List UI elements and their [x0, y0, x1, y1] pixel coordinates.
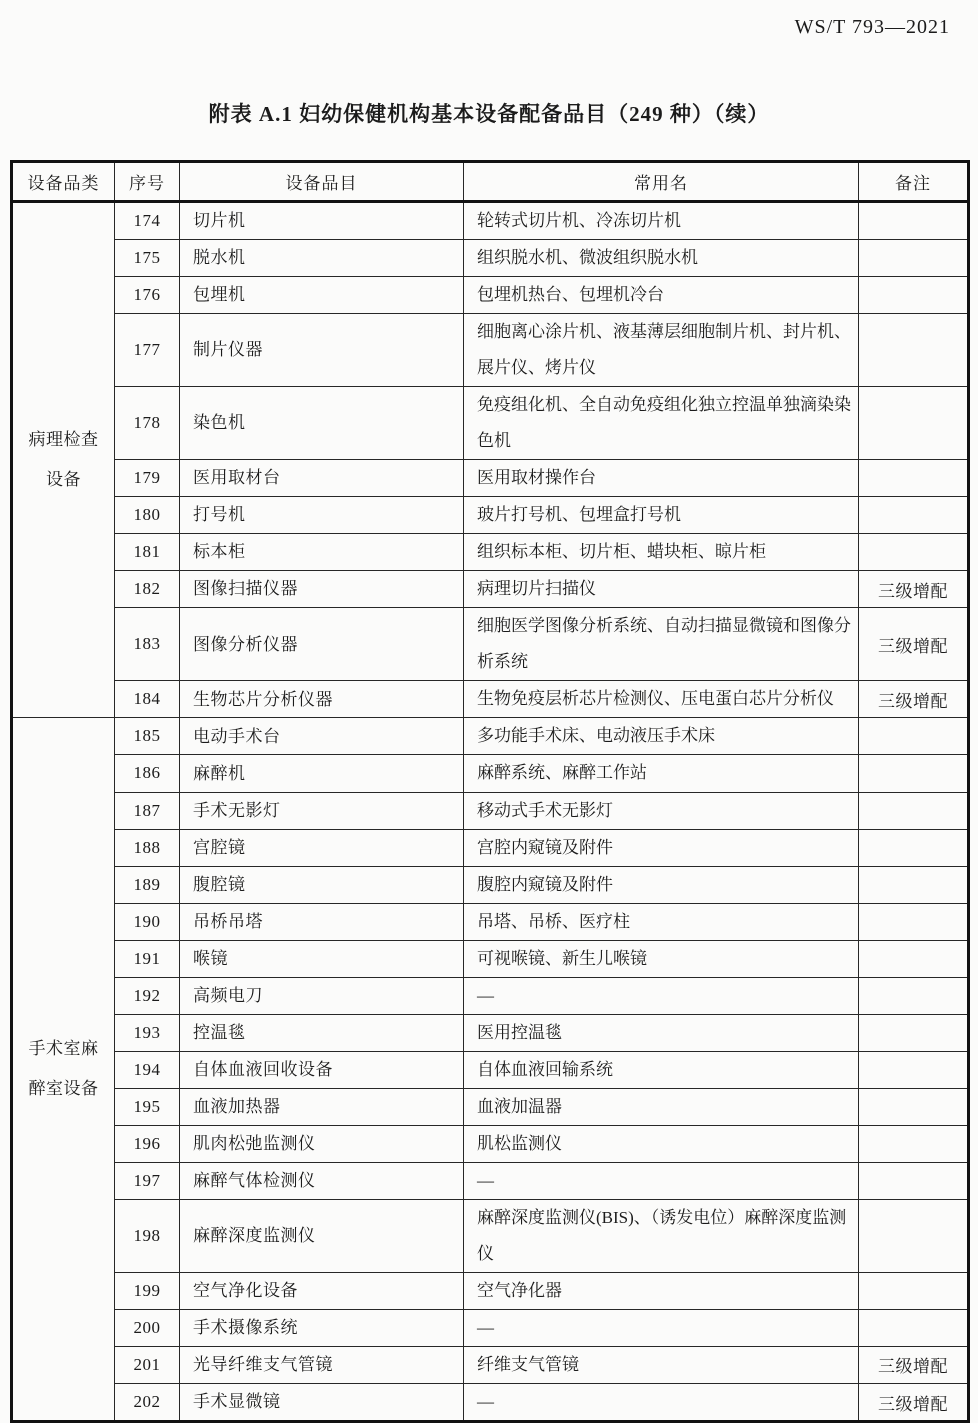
row-number-cell: 189: [115, 866, 180, 903]
item-cell: 染色机: [180, 387, 464, 460]
remark-cell: [859, 1272, 969, 1309]
row-number-cell: 176: [115, 277, 180, 314]
common-name-cell: 病理切片扫描仪: [464, 571, 859, 608]
row-number-cell: 175: [115, 240, 180, 277]
item-cell: 打号机: [180, 497, 464, 534]
table-row: [12, 314, 969, 387]
table-row: [12, 460, 969, 497]
row-number-cell: 197: [115, 1162, 180, 1199]
table-row: [12, 202, 969, 240]
item-cell: 电动手术台: [180, 718, 464, 755]
item-cell: 图像扫描仪器: [180, 571, 464, 608]
category-label: 病理检查设备: [28, 430, 99, 490]
row-number-cell: 179: [115, 460, 180, 497]
item-cell: 光导纤维支气管镜: [180, 1346, 464, 1383]
remark-cell: [859, 866, 969, 903]
category-cell-operating-room: [12, 718, 115, 1422]
item-cell: 麻醉气体检测仪: [180, 1162, 464, 1199]
common-name-cell: 细胞医学图像分析系统、自动扫描显微镜和图像分析系统: [464, 608, 859, 681]
item-cell: 肌肉松弛监测仪: [180, 1125, 464, 1162]
item-cell: 图像分析仪器: [180, 608, 464, 681]
common-name-cell: 包埋机热台、包埋机冷台: [464, 277, 859, 314]
item-cell: 切片机: [180, 202, 464, 240]
col-header-no: 序号: [115, 162, 180, 202]
category-cell-pathology: [12, 202, 115, 718]
table-row: [12, 829, 969, 866]
common-name-cell: 组织脱水机、微波组织脱水机: [464, 240, 859, 277]
item-cell: 手术摄像系统: [180, 1309, 464, 1346]
item-cell: 医用取材台: [180, 460, 464, 497]
common-name-cell: 免疫组化机、全自动免疫组化独立控温单独滴染染色机: [464, 387, 859, 460]
item-cell: 制片仪器: [180, 314, 464, 387]
table-row: [12, 718, 969, 755]
common-name-cell: 腹腔内窥镜及附件: [464, 866, 859, 903]
category-label: 手术室麻醉室设备: [28, 1039, 99, 1099]
row-number-cell: 195: [115, 1088, 180, 1125]
item-cell: 标本柜: [180, 534, 464, 571]
remark-cell: [859, 792, 969, 829]
table-row: [12, 1272, 969, 1309]
table-row: [12, 1199, 969, 1272]
table-row: [12, 240, 969, 277]
common-name-cell: —: [464, 1162, 859, 1199]
page-title: 附表 A.1 妇幼保健机构基本设备配备品目（249 种）（续）: [208, 102, 770, 126]
item-cell: 喉镜: [180, 940, 464, 977]
remark-cell: [859, 1014, 969, 1051]
col-header-remark: 备注: [859, 162, 969, 202]
remark-cell: 三级增配: [859, 681, 969, 718]
remark-cell: [859, 314, 969, 387]
row-number-cell: 187: [115, 792, 180, 829]
item-cell: 生物芯片分析仪器: [180, 681, 464, 718]
item-cell: 空气净化设备: [180, 1272, 464, 1309]
common-name-cell: 多功能手术床、电动液压手术床: [464, 718, 859, 755]
header-row: [12, 162, 969, 202]
row-number-cell: 188: [115, 829, 180, 866]
remark-cell: [859, 977, 969, 1014]
remark-cell: [859, 240, 969, 277]
remark-cell: [859, 1088, 969, 1125]
table-row: [12, 681, 969, 718]
table-row: [12, 1162, 969, 1199]
col-header-common-name: 常用名: [464, 162, 859, 202]
remark-cell: [859, 903, 969, 940]
remark-cell: [859, 277, 969, 314]
row-number-cell: 177: [115, 314, 180, 387]
common-name-cell: 宫腔内窥镜及附件: [464, 829, 859, 866]
common-name-cell: 组织标本柜、切片柜、蜡块柜、晾片柜: [464, 534, 859, 571]
row-number-cell: 185: [115, 718, 180, 755]
item-cell: 手术显微镜: [180, 1384, 464, 1422]
remark-cell: [859, 718, 969, 755]
row-number-cell: 193: [115, 1014, 180, 1051]
remark-cell: [859, 1309, 969, 1346]
item-cell: 麻醉机: [180, 755, 464, 792]
common-name-cell: 血液加温器: [464, 1088, 859, 1125]
table-row: [12, 977, 969, 1014]
common-name-cell: 可视喉镜、新生儿喉镜: [464, 940, 859, 977]
remark-cell: 三级增配: [859, 608, 969, 681]
common-name-cell: 空气净化器: [464, 1272, 859, 1309]
row-number-cell: 201: [115, 1346, 180, 1383]
row-number-cell: 191: [115, 940, 180, 977]
table-row: [12, 534, 969, 571]
common-name-cell: 自体血液回输系统: [464, 1051, 859, 1088]
col-header-item: 设备品目: [180, 162, 464, 202]
remark-cell: 三级增配: [859, 1346, 969, 1383]
common-name-cell: 医用控温毯: [464, 1014, 859, 1051]
row-number-cell: 182: [115, 571, 180, 608]
table-row: [12, 277, 969, 314]
table-row: [12, 866, 969, 903]
table-row: [12, 1051, 969, 1088]
common-name-cell: —: [464, 977, 859, 1014]
table-row: [12, 571, 969, 608]
row-number-cell: 194: [115, 1051, 180, 1088]
row-number-cell: 199: [115, 1272, 180, 1309]
remark-cell: [859, 829, 969, 866]
common-name-cell: 纤维支气管镜: [464, 1346, 859, 1383]
item-cell: 吊桥吊塔: [180, 903, 464, 940]
common-name-cell: 细胞离心涂片机、液基薄层细胞制片机、封片机、展片仪、烤片仪: [464, 314, 859, 387]
table-row: [12, 903, 969, 940]
remark-cell: [859, 1125, 969, 1162]
item-cell: 麻醉深度监测仪: [180, 1199, 464, 1272]
remark-cell: [859, 1162, 969, 1199]
row-number-cell: 178: [115, 387, 180, 460]
row-number-cell: 174: [115, 202, 180, 240]
item-cell: 宫腔镜: [180, 829, 464, 866]
common-name-cell: 麻醉深度监测仪(BIS)、（诱发电位）麻醉深度监测仪: [464, 1199, 859, 1272]
remark-cell: [859, 497, 969, 534]
common-name-cell: 肌松监测仪: [464, 1125, 859, 1162]
col-header-category: 设备品类: [12, 162, 115, 202]
item-cell: 包埋机: [180, 277, 464, 314]
doc-code: WS/T 793—2021: [794, 16, 950, 38]
row-number-cell: 202: [115, 1384, 180, 1422]
table-row: [12, 1014, 969, 1051]
row-number-cell: 180: [115, 497, 180, 534]
common-name-cell: 轮转式切片机、冷冻切片机: [464, 202, 859, 240]
table-row: [12, 1384, 969, 1422]
table-row: [12, 387, 969, 460]
item-cell: 腹腔镜: [180, 866, 464, 903]
common-name-cell: 移动式手术无影灯: [464, 792, 859, 829]
item-cell: 自体血液回收设备: [180, 1051, 464, 1088]
row-number-cell: 184: [115, 681, 180, 718]
remark-cell: 三级增配: [859, 571, 969, 608]
item-cell: 脱水机: [180, 240, 464, 277]
remark-cell: [859, 460, 969, 497]
common-name-cell: 麻醉系统、麻醉工作站: [464, 755, 859, 792]
table-row: [12, 1346, 969, 1383]
row-number-cell: 192: [115, 977, 180, 1014]
table-row: [12, 755, 969, 792]
common-name-cell: —: [464, 1384, 859, 1422]
equipment-table: [10, 160, 970, 1423]
remark-cell: [859, 1199, 969, 1272]
remark-cell: 三级增配: [859, 1384, 969, 1422]
table-row: [12, 1309, 969, 1346]
item-cell: 控温毯: [180, 1014, 464, 1051]
remark-cell: [859, 940, 969, 977]
row-number-cell: 200: [115, 1309, 180, 1346]
common-name-cell: 玻片打号机、包埋盒打号机: [464, 497, 859, 534]
item-cell: 血液加热器: [180, 1088, 464, 1125]
table-row: [12, 1088, 969, 1125]
item-cell: 手术无影灯: [180, 792, 464, 829]
row-number-cell: 186: [115, 755, 180, 792]
table-row: [12, 792, 969, 829]
table-row: [12, 940, 969, 977]
common-name-cell: 生物免疫层析芯片检测仪、压电蛋白芯片分析仪: [464, 681, 859, 718]
table-row: [12, 497, 969, 534]
row-number-cell: 183: [115, 608, 180, 681]
row-number-cell: 190: [115, 903, 180, 940]
common-name-cell: —: [464, 1309, 859, 1346]
table-row: [12, 1125, 969, 1162]
common-name-cell: 医用取材操作台: [464, 460, 859, 497]
item-cell: 高频电刀: [180, 977, 464, 1014]
remark-cell: [859, 1051, 969, 1088]
remark-cell: [859, 387, 969, 460]
remark-cell: [859, 202, 969, 240]
remark-cell: [859, 534, 969, 571]
row-number-cell: 198: [115, 1199, 180, 1272]
common-name-cell: 吊塔、吊桥、医疗柱: [464, 903, 859, 940]
row-number-cell: 181: [115, 534, 180, 571]
row-number-cell: 196: [115, 1125, 180, 1162]
remark-cell: [859, 755, 969, 792]
table-row: [12, 608, 969, 681]
